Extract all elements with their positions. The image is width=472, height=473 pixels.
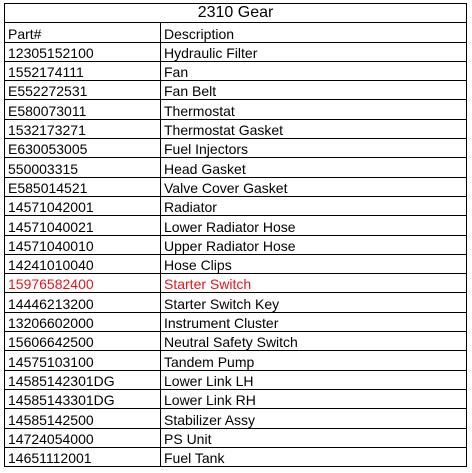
part-number-cell: 15976582400 [5, 274, 161, 293]
part-number-cell: 14571042001 [5, 196, 161, 215]
part-number-cell: 14585143301DG [5, 389, 161, 408]
table-row [5, 42, 467, 61]
part-number-cell: 14241010040 [5, 254, 161, 273]
part-number-cell: 15606642500 [5, 332, 161, 351]
part-number-cell: 14651112001 [5, 447, 161, 466]
description-cell: Neutral Safety Switch [161, 332, 467, 351]
description-cell: PS Unit [161, 428, 467, 447]
table-row [5, 235, 467, 254]
table-row [5, 119, 467, 138]
part-number-cell: 12305152100 [5, 42, 161, 61]
description-cell: Head Gasket [161, 158, 467, 177]
header-row [5, 23, 467, 42]
description-cell: Valve Cover Gasket [161, 177, 467, 196]
table-row [5, 158, 467, 177]
table-row [5, 293, 467, 312]
part-number-cell: 14724054000 [5, 428, 161, 447]
part-number-cell: 14446213200 [5, 293, 161, 312]
part-number-cell: 14575103100 [5, 351, 161, 370]
description-cell: Tandem Pump [161, 351, 467, 370]
part-number-cell: 14585142301DG [5, 370, 161, 389]
part-number-cell: 550003315 [5, 158, 161, 177]
table-row [5, 389, 467, 408]
description-cell: Radiator [161, 196, 467, 215]
table-row [5, 332, 467, 351]
part-number-cell: E552272531 [5, 81, 161, 100]
title-row [5, 4, 467, 23]
table-row [5, 447, 467, 466]
table-row [5, 409, 467, 428]
table-row [5, 100, 467, 119]
parts-sheet [4, 3, 466, 468]
description-cell: Fuel Injectors [161, 139, 467, 158]
description-cell: Hydraulic Filter [161, 42, 467, 61]
table-row [5, 428, 467, 447]
table-row [5, 370, 467, 389]
description-cell: Lower Link RH [161, 389, 467, 408]
parts-table [4, 3, 467, 467]
description-cell: Instrument Cluster [161, 312, 467, 331]
table-row [5, 196, 467, 215]
part-number-cell: 13206602000 [5, 312, 161, 331]
table-row [5, 351, 467, 370]
description-cell: Lower Link LH [161, 370, 467, 389]
description-cell: Starter Switch Key [161, 293, 467, 312]
description-cell: Stabilizer Assy [161, 409, 467, 428]
table-row [5, 61, 467, 80]
part-number-cell: 14571040021 [5, 216, 161, 235]
part-number-cell: 1552174111 [5, 61, 161, 80]
description-cell: Thermostat [161, 100, 467, 119]
part-number-cell: 14585142500 [5, 409, 161, 428]
part-number-cell: 14571040010 [5, 235, 161, 254]
description-cell: Fan Belt [161, 81, 467, 100]
description-cell: Fuel Tank [161, 447, 467, 466]
description-cell: Hose Clips [161, 254, 467, 273]
description-cell: Lower Radiator Hose [161, 216, 467, 235]
description-cell: Upper Radiator Hose [161, 235, 467, 254]
table-row [5, 139, 467, 158]
table-title: 2310 Gear [5, 4, 467, 23]
part-number-cell: E585014521 [5, 177, 161, 196]
header-description: Description [161, 23, 467, 42]
description-cell: Thermostat Gasket [161, 119, 467, 138]
header-part: Part# [5, 23, 161, 42]
part-number-cell: E580073011 [5, 100, 161, 119]
description-cell: Fan [161, 61, 467, 80]
description-cell: Starter Switch [161, 274, 467, 293]
part-number-cell: E630053005 [5, 139, 161, 158]
part-number-cell: 1532173271 [5, 119, 161, 138]
table-row [5, 274, 467, 293]
table-row [5, 177, 467, 196]
table-row [5, 81, 467, 100]
table-row [5, 254, 467, 273]
table-row [5, 216, 467, 235]
table-row [5, 312, 467, 331]
